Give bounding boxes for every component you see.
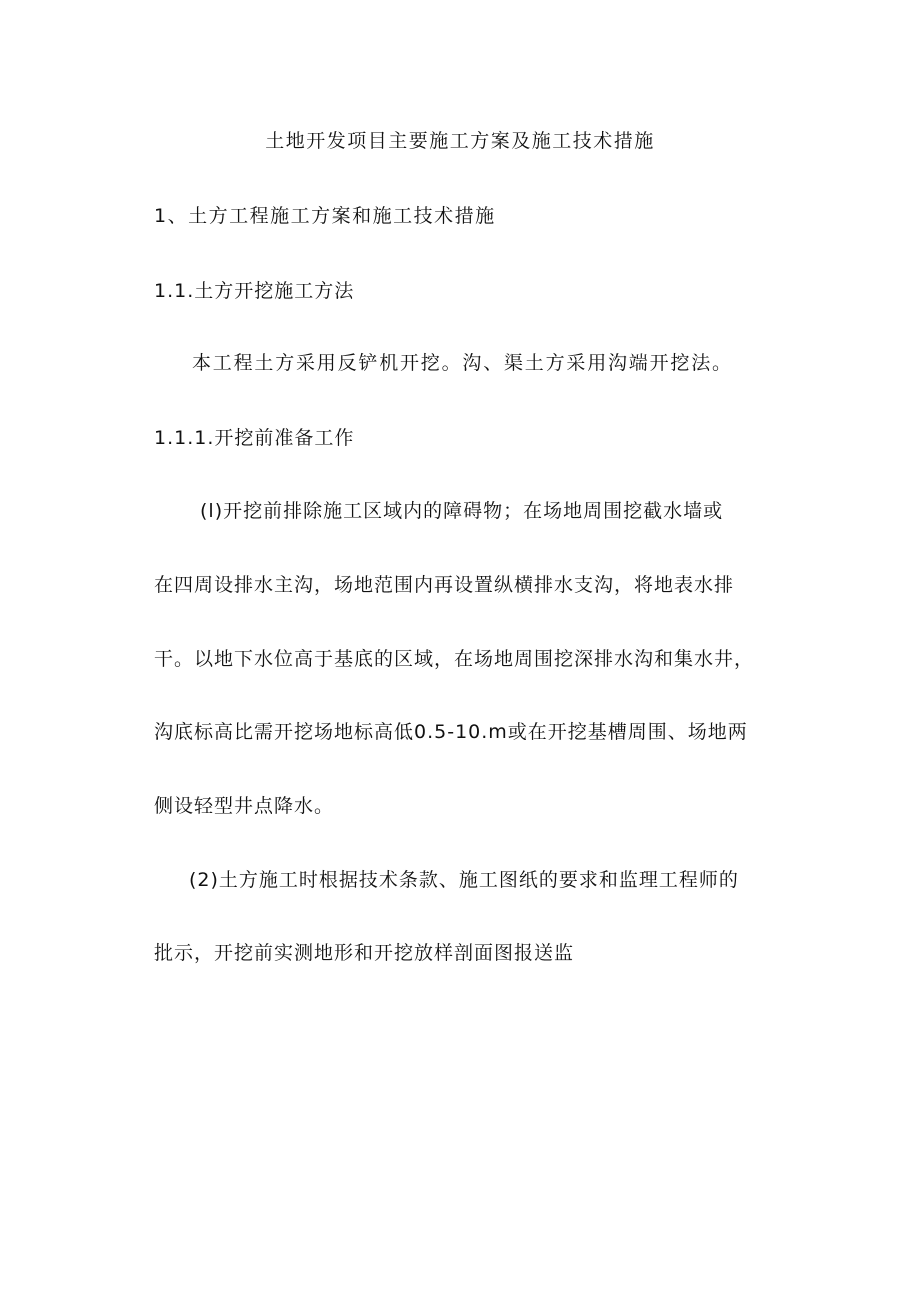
item-2-line: 批示，开挖前实测地形和开挖放样剖面图报送监 xyxy=(154,942,575,964)
document-title: 土地开发项目主要施工方案及施工技术措施 xyxy=(265,130,655,152)
section-heading-1-1-1: 1.1.1.开挖前准备工作 xyxy=(154,427,355,449)
item-1-line: 沟底标高比需开挖场地标高低0.5-10.m或在开挖基槽周围、场地两 xyxy=(154,721,748,743)
section-heading-1: 1、土方工程施工方案和施工技术措施 xyxy=(154,205,496,227)
section-heading-1-1: 1.1.土方开挖施工方法 xyxy=(154,280,355,302)
item-1-line: (l)开挖前排除施工区域内的障碍物；在场地周围挖截水墙或 xyxy=(200,500,724,522)
item-1-line: 在四周设排水主沟，场地范围内再设置纵横排水支沟，将地表水排 xyxy=(154,574,735,596)
intro-paragraph: 本工程土方采用反铲机开挖。沟、渠土方采用沟端开挖法。 xyxy=(192,352,733,374)
item-2-line: (2)土方施工时根据技术条款、施工图纸的要求和监理工程师的 xyxy=(189,869,739,891)
item-1-line: 干。以地下水位高于基底的区域，在场地周围挖深排水沟和集水井， xyxy=(154,648,755,670)
item-1-line: 侧设轻型井点降水。 xyxy=(154,795,335,817)
